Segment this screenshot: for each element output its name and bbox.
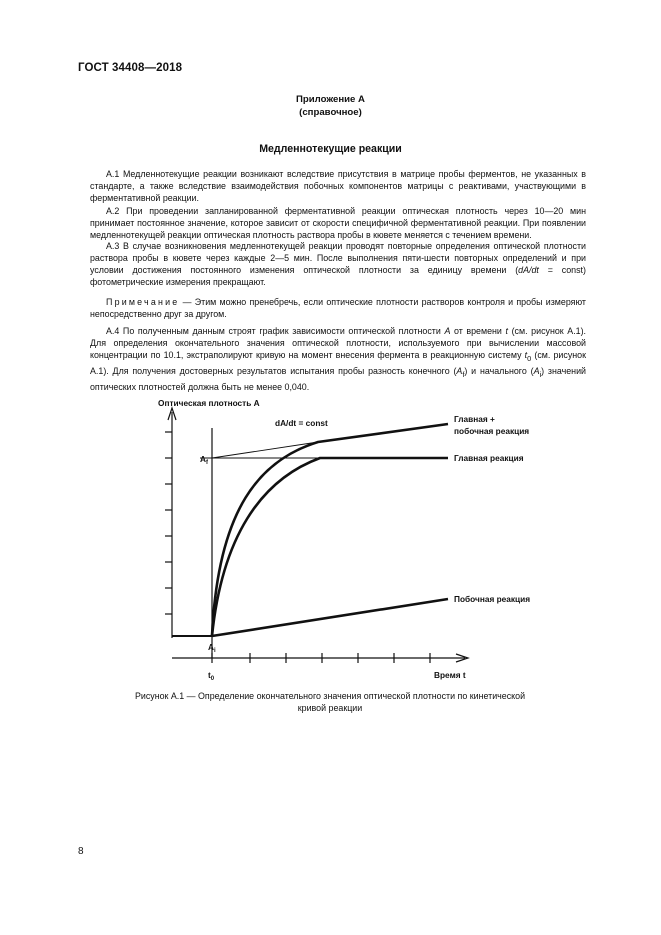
kinetic-curve-figure <box>140 388 560 688</box>
x-axis-label: Время t <box>434 670 466 680</box>
y-axis-ticks <box>165 432 172 614</box>
paragraph-a3: А.3 В случае возникновения медленнотекущей реакции проводят повторные определения оптической плотности раствора пробы в кювете через каждые 2—5 мин. После выполнения пяти-шести повторных определений и при условии достижения постоянного изменения оптической плотности за единицу времени (dA/dt = const) фотометрические измерения прекращают. <box>90 241 586 288</box>
page-number: 8 <box>78 846 84 857</box>
kinetic-curve-diagram <box>140 388 560 688</box>
math-dadt: dA/dt <box>518 265 539 276</box>
main-plus-side-label-2: побочная реакция <box>454 426 530 436</box>
af-label: $A_f$ <box>200 454 208 466</box>
annex-subtitle: (справочное) <box>299 107 362 118</box>
main-reaction-label: Главная реакция <box>454 453 524 463</box>
figure-caption: Рисунок А.1 — Определение окончательного значения оптической плотности по кинетической кривой реакции <box>134 691 526 713</box>
annex-title: Приложение А <box>296 94 365 105</box>
paragraph-a2: А.2 При проведении запланированной ферментативной реакции оптическая плотность через 10—20 мин принимает постоянное значение, которое зависит от скорости специфичной ферментативной реакции. При появлении медленнотекущей реакции оптическая плотность раствора пробы в кювете меняется с течением времени. <box>90 206 586 241</box>
y-axis-label: Оптическая плотность A <box>158 398 260 408</box>
extrapolation-line <box>212 442 318 458</box>
t0-label: $t_0$ <box>208 670 215 682</box>
main-reaction-curve <box>212 458 448 636</box>
document-code: ГОСТ 34408—2018 <box>78 62 183 74</box>
main-plus-side-label-1: Главная + <box>454 414 495 424</box>
note: Примечание — Этим можно пренебречь, если оптические плотности растворов контроля и пробы измеряют непосредственно друг за другом. <box>90 297 586 320</box>
side-reaction-label: Побочная реакция <box>454 594 531 604</box>
ai-label: $A_i$ <box>208 642 216 654</box>
section-title: Медленнотекущие реакции <box>259 143 402 155</box>
dadt-annotation: dA/dt = const <box>275 418 328 428</box>
paragraph-a1: А.1 Медленнотекущие реакции возникают вследствие присутствия в матрице пробы ферментов, не указанных в стандарте, а также вследствие взаимодействия побочных компонентов матрицы с реактивами, участвующими в ферментативной реакции. <box>90 169 586 204</box>
side-reaction-line <box>212 599 448 636</box>
note-lead: Примечание <box>106 297 180 307</box>
paragraph-a4: А.4 По полученным данным строят график зависимости оптической плотности А от времени t (см. рисунок А.1). Для определения окончательного значения оптической плотности, используемого при вычислении массовой концентрации по 10.1, экстраполируют кривую на момент внесения фермента в реакционную систему $t_0$ (см. рисунок А.1). Для получения достоверных результатов испытания пробы разность конечного $(A_f)$ и начального $(A_i)$ значений оптических плотностей должна быть не менее 0,040. <box>90 326 587 392</box>
